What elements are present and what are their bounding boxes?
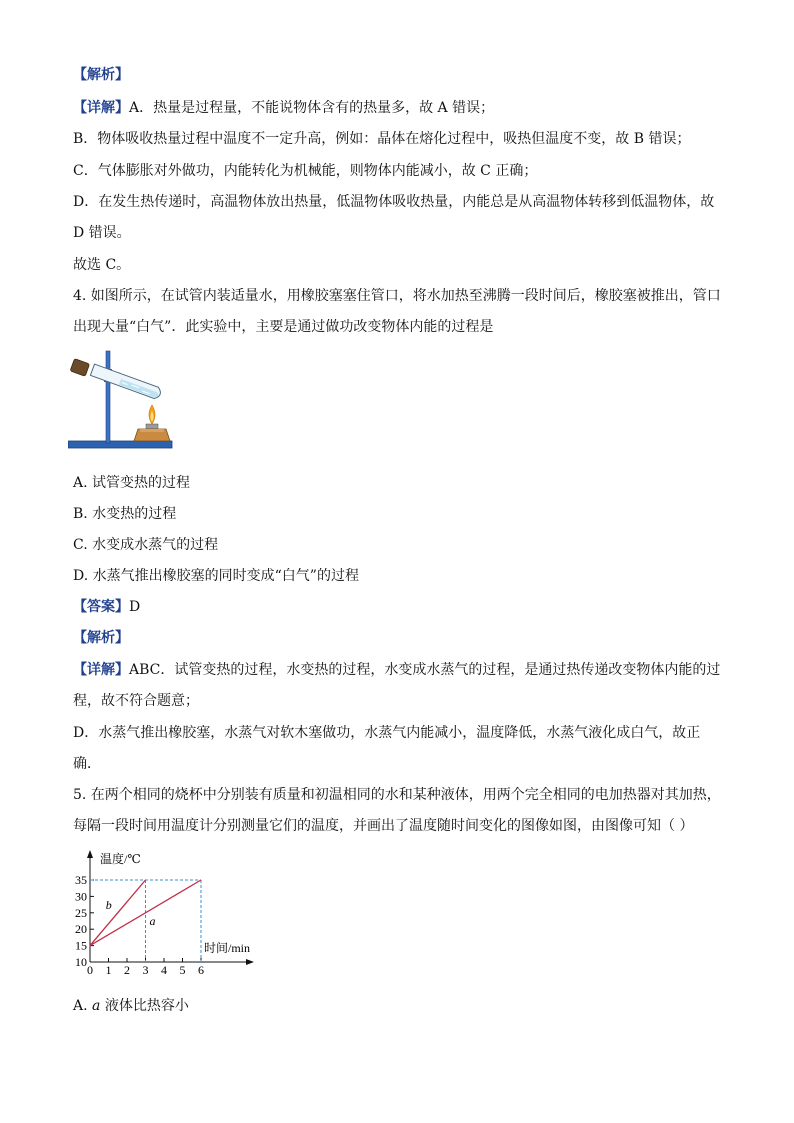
q4-option-a: A. 试管变热的过程	[73, 475, 191, 491]
detail-tag-2: 【详解】	[73, 662, 129, 678]
series-label-a: a	[149, 913, 156, 928]
y-axis-arrow	[87, 850, 93, 858]
q4-detail-text-1: ABC．试管变热的过程，水变热的过程，水变成水蒸气的过程，是通过热传递改变物体内能的过	[129, 662, 721, 678]
q4-option-c: C. 水变成水蒸气的过程	[73, 537, 219, 553]
detail-line-3: C．气体膨胀对外做功，内能转化为机械能，则物体内能减小，故 C 正确；	[73, 163, 538, 179]
q4-detail-1	[73, 661, 720, 679]
detail-line-4: D．在发生热传递时，高温物体放出热量，低温物体吸收热量，内能总是从高温物体转移到低温物体，故	[73, 194, 715, 210]
q4-detail-2: 程，故不符合题意；	[73, 693, 199, 709]
detail-line-5: D 错误。	[73, 225, 131, 241]
x-tick-label: 5	[179, 963, 186, 976]
x-tick-label: 0	[87, 963, 93, 976]
analysis-tag-2: 【解析】	[73, 630, 129, 646]
detail-text-1: A．热量是过程量，不能说物体含有的热量多，故 A 错误；	[129, 100, 495, 116]
y-tick-label: 15	[75, 938, 87, 953]
detail-tag-1: 【详解】	[73, 100, 129, 116]
q5-option-a-text: 液体比热容小	[100, 998, 189, 1014]
rubber-stopper	[70, 359, 89, 377]
answer-tag: 【答案】	[73, 599, 129, 615]
q4-detail-4: 确．	[73, 756, 101, 772]
x-tick-label: 1	[105, 963, 112, 976]
q4-option-d: D. 水蒸气推出橡胶塞的同时变成“白气”的过程	[73, 568, 359, 584]
temperature-time-chart	[70, 846, 270, 976]
x-tick-label: 6	[198, 963, 204, 976]
y-axis-label: 温度/℃	[100, 852, 141, 866]
y-tick-label: 10	[75, 955, 87, 969]
x-tick-label: 3	[142, 963, 149, 976]
series-label-b: b	[105, 897, 112, 912]
q4-stem-1: 4. 如图所示，在试管内装适量水，用橡胶塞塞住管口，将水加热至沸腾一段时间后，橡胶塞被推出，管口	[73, 288, 721, 304]
stand-rod	[106, 351, 110, 443]
x-tick-label: 2	[124, 963, 130, 976]
x-tick-label: 4	[161, 963, 167, 976]
series-line-b	[90, 880, 146, 946]
q5-option-a-var: a	[92, 998, 101, 1014]
y-tick-label: 35	[75, 873, 87, 887]
answer-value: D	[129, 599, 141, 615]
q4-stem-2: 出现大量“白气”．此实验中，主要是通过做功改变物体内能的过程是	[73, 319, 494, 335]
apparatus-figure	[68, 349, 188, 454]
y-tick-label: 25	[75, 905, 87, 920]
q5-stem-1: 5. 在两个相同的烧杯中分别装有质量和初温相同的水和某种液体，用两个完全相同的电加热器对其加热，	[73, 787, 721, 803]
y-tick-label: 20	[75, 922, 87, 937]
analysis-tag-1: 【解析】	[73, 67, 129, 83]
detail-line-1	[73, 99, 494, 117]
stand-base	[68, 441, 172, 448]
q5-stem-2: 每隔一段时间用温度计分别测量它们的温度，并画出了温度随时间变化的图像如图，由图像可知（ ）	[73, 818, 694, 834]
q4-answer-line	[73, 598, 140, 616]
q5-option-a-prefix: A.	[73, 998, 93, 1014]
test-tube	[90, 364, 162, 400]
conclusion-line: 故选 C。	[73, 257, 131, 273]
x-axis-arrow	[246, 959, 254, 965]
y-tick-label: 30	[75, 889, 87, 904]
q5-option-a	[73, 997, 189, 1015]
detail-line-2: B．物体吸收热量过程中温度不一定升高，例如：晶体在熔化过程中，吸热但温度不变，故 B 错误；	[73, 131, 691, 147]
q4-detail-3: D．水蒸气推出橡胶塞，水蒸气对软木塞做功，水蒸气内能减小，温度降低，水蒸气液化成白气，故正	[73, 725, 701, 741]
x-axis-label: 时间/min	[204, 941, 251, 955]
q4-option-b: B. 水变热的过程	[73, 506, 177, 522]
